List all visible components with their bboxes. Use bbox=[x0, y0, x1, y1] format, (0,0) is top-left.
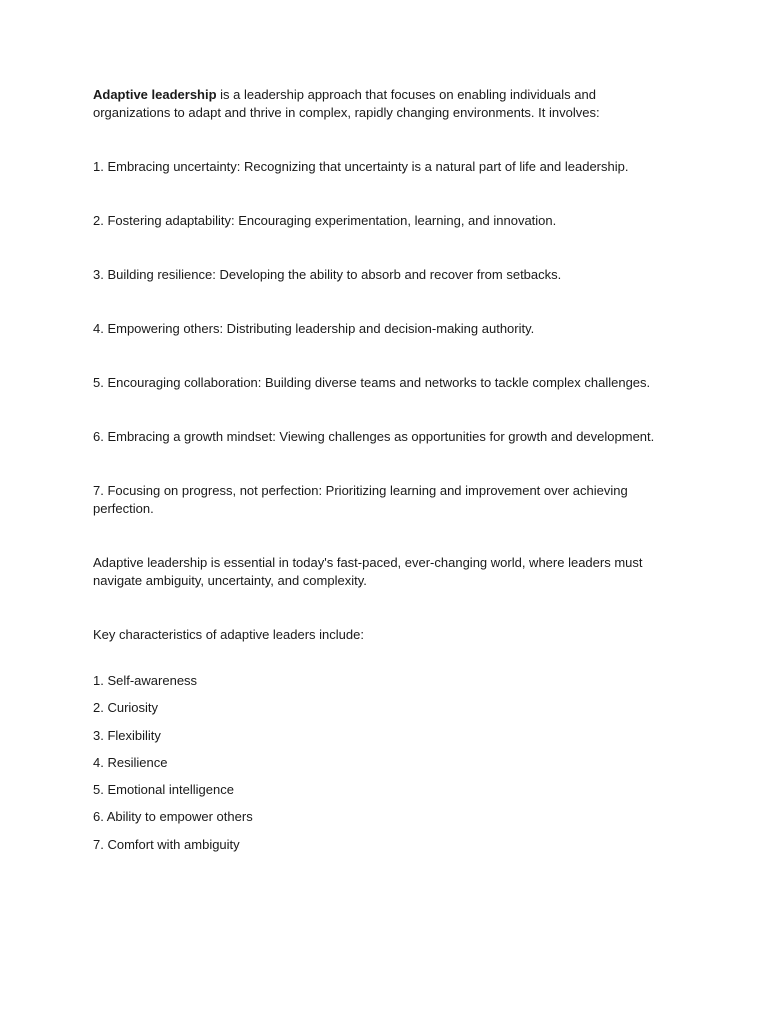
involves-item: 1. Embracing uncertainty: Recognizing that uncertainty is a natural part of life and leadership. bbox=[93, 159, 629, 174]
characteristic-item: 3. Flexibility bbox=[93, 727, 161, 743]
intro-term: Adaptive leadership bbox=[93, 87, 217, 102]
characteristics-intro: Key characteristics of adaptive leaders include: bbox=[93, 627, 364, 642]
involves-item: 2. Fostering adaptability: Encouraging experimentation, learning, and innovation. bbox=[93, 213, 557, 228]
involves-item: 6. Embracing a growth mindset: Viewing challenges as opportunities for growth and development. bbox=[93, 429, 655, 444]
characteristic-item: 4. Resilience bbox=[93, 754, 168, 770]
involves-item: 4. Empowering others: Distributing leadership and decision-making authority. bbox=[93, 321, 535, 336]
involves-item: 7. Focusing on progress, not perfection: Prioritizing learning and improvement over achieving perfection. bbox=[93, 483, 628, 516]
involves-item: 3. Building resilience: Developing the ability to absorb and recover from setbacks. bbox=[93, 267, 562, 282]
intro-paragraph bbox=[93, 86, 673, 122]
document-page bbox=[93, 86, 673, 863]
characteristic-item: 6. Ability to empower others bbox=[93, 809, 253, 825]
characteristic-item: 5. Emotional intelligence bbox=[93, 782, 234, 798]
characteristic-item: 1. Self-awareness bbox=[93, 673, 198, 688]
involves-item: 5. Encouraging collaboration: Building diverse teams and networks to tackle complex challenges. bbox=[93, 375, 651, 390]
characteristics-list bbox=[93, 672, 673, 863]
characteristic-item: 7. Comfort with ambiguity bbox=[93, 836, 240, 852]
closing-paragraph: Adaptive leadership is essential in today's fast-paced, ever-changing world, where leaders must navigate ambiguity, uncertainty, and complexity. bbox=[93, 555, 643, 588]
characteristic-item: 2. Curiosity bbox=[93, 700, 159, 716]
intro-text: is a leadership approach that focuses on enabling individuals and organizations to adapt and thrive in complex, rapidly changing environments. It involves: bbox=[93, 87, 600, 120]
